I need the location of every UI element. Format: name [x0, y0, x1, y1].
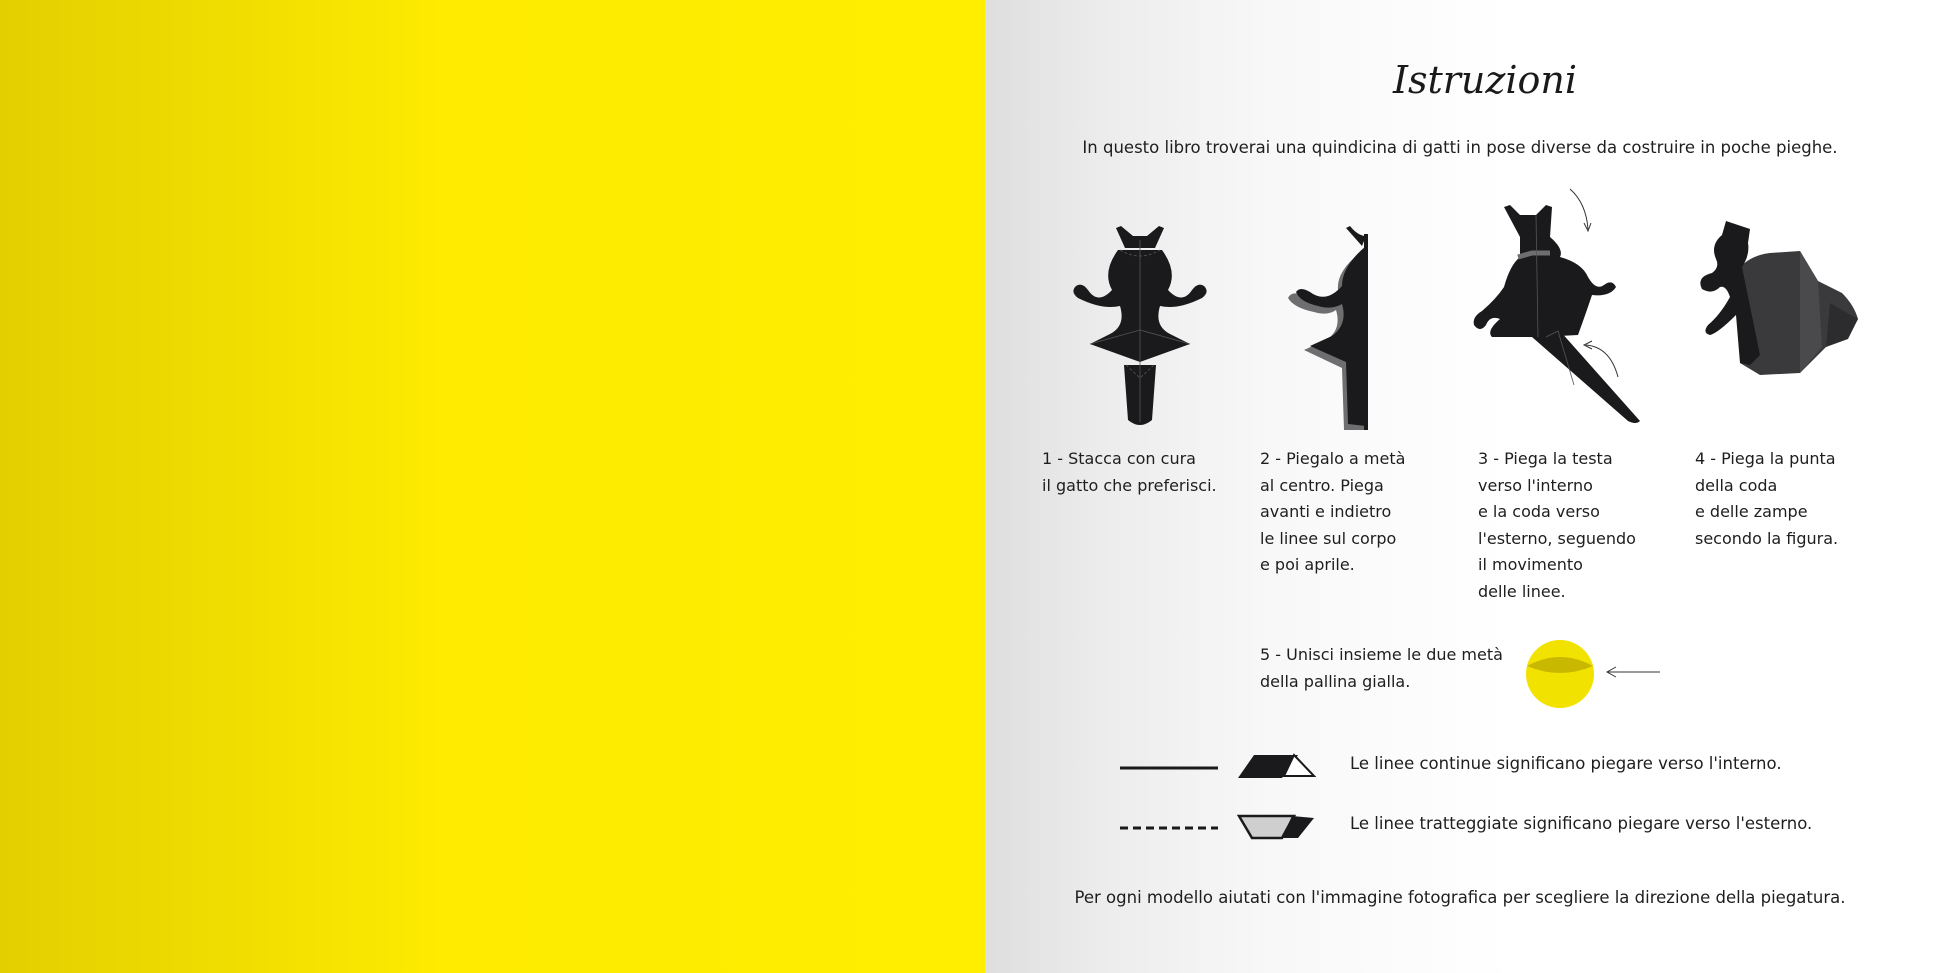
dashed-line-sample	[1120, 820, 1220, 836]
arrow-icon	[1607, 667, 1660, 677]
step-3-text: 3 - Piega la testa verso l'interno e la coda verso l'esterno, seguendo il movimento delle linee.	[1478, 449, 1636, 601]
step-1-text: 1 - Stacca con cura il gatto che preferisci.	[1042, 449, 1217, 495]
cat-step2-illustration	[1258, 190, 1378, 435]
fold-outward-icon	[1236, 812, 1316, 842]
step-4-text: 4 - Piega la punta della coda e delle zampe secondo la figura.	[1695, 449, 1839, 548]
cat-step1-illustration	[1040, 190, 1240, 435]
yellow-ball-illustration	[1520, 636, 1670, 712]
arrow-icon	[1570, 189, 1588, 229]
footer-note: Per ogni modello aiutati con l'immagine fotografica per scegliere la direzione della piegatura.	[1074, 888, 1846, 907]
cat-step4-illustration	[1690, 215, 1860, 385]
step-5-text: 5 - Unisci insieme le due metà della pallina gialla.	[1260, 645, 1503, 691]
intro-text: In questo libro troverai una quindicina di gatti in pose diverse da costruire in poche pieghe.	[1082, 138, 1838, 157]
legend-solid-text: Le linee continue significano piegare verso l'interno.	[1350, 754, 1782, 773]
solid-line-sample	[1120, 760, 1220, 776]
step-2-text: 2 - Piegalo a metà al centro. Piega avanti e indietro le linee sul corpo e poi aprile.	[1260, 449, 1406, 574]
legend-dashed-text: Le linee tratteggiate significano piegare verso l'esterno.	[1350, 814, 1813, 833]
cat-step3-illustration	[1440, 185, 1640, 435]
fold-inward-icon	[1236, 752, 1316, 782]
page-title: Istruzioni	[1392, 58, 1578, 102]
